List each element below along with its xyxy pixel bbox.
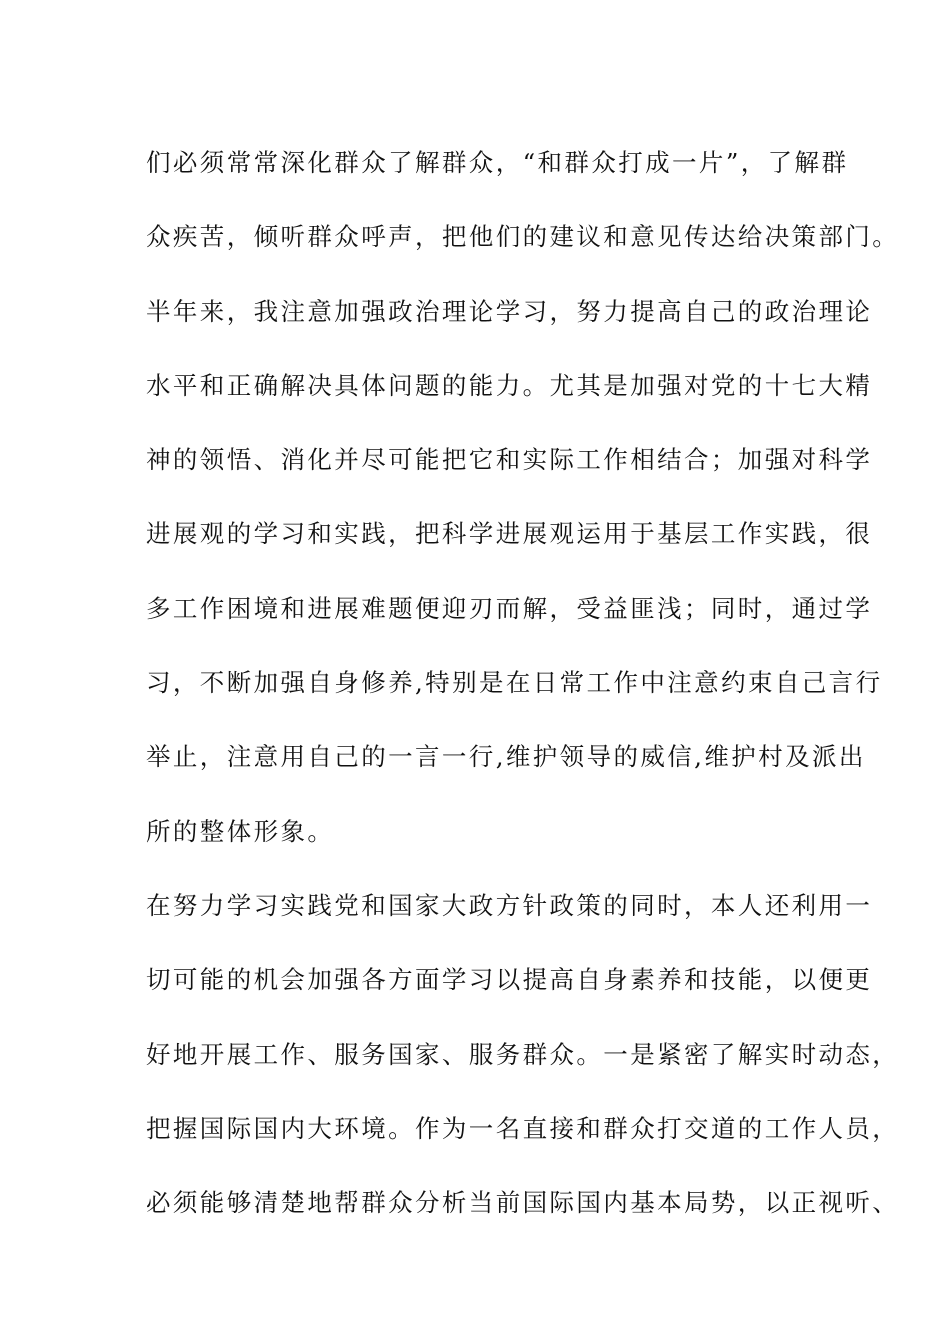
text-line: 举止，注意用自己的一言一行,维护领导的威信,维护村及派出 bbox=[146, 742, 866, 772]
text-line: 习，不断加强自身修养,特别是在日常工作中注意约束自己言行 bbox=[146, 668, 883, 698]
text-line: 所的整体形象。 bbox=[146, 816, 335, 846]
text-line: 半年来，我注意加强政治理论学习，努力提高自己的政治理论 bbox=[146, 296, 873, 326]
text-line: 把握国际国内大环境。作为一名直接和群众打交道的工作人员， bbox=[146, 1113, 900, 1143]
text-line: 多工作困境和进展难题便迎刃而解，受益匪浅；同时，通过学 bbox=[146, 593, 873, 623]
body-text bbox=[146, 126, 900, 1240]
text-line: 在努力学习实践党和国家大政方针政策的同时，本人还利用一 bbox=[146, 890, 873, 920]
text-line: 进展观的学习和实践，把科学进展观运用于基层工作实践，很 bbox=[146, 519, 873, 549]
text-line: 好地开展工作、服务国家、服务群众。一是紧密了解实时动态， bbox=[146, 1039, 900, 1069]
text-line: 必须能够清楚地帮群众分析当前国际国内基本局势，以正视听、 bbox=[146, 1188, 900, 1218]
text-line: 切可能的机会加强各方面学习以提高自身素养和技能，以便更 bbox=[146, 965, 873, 995]
text-line: 众疾苦，倾听群众呼声，把他们的建议和意见传达给决策部门。 bbox=[146, 222, 900, 252]
text-line: 水平和正确解决具体问题的能力。尤其是加强对党的十七大精 bbox=[146, 370, 873, 400]
text-line: 们必须常常深化群众了解群众，“和群众打成一片”，了解群 bbox=[146, 148, 849, 177]
text-line: 神的领悟、消化并尽可能把它和实际工作相结合；加强对科学 bbox=[146, 445, 873, 475]
